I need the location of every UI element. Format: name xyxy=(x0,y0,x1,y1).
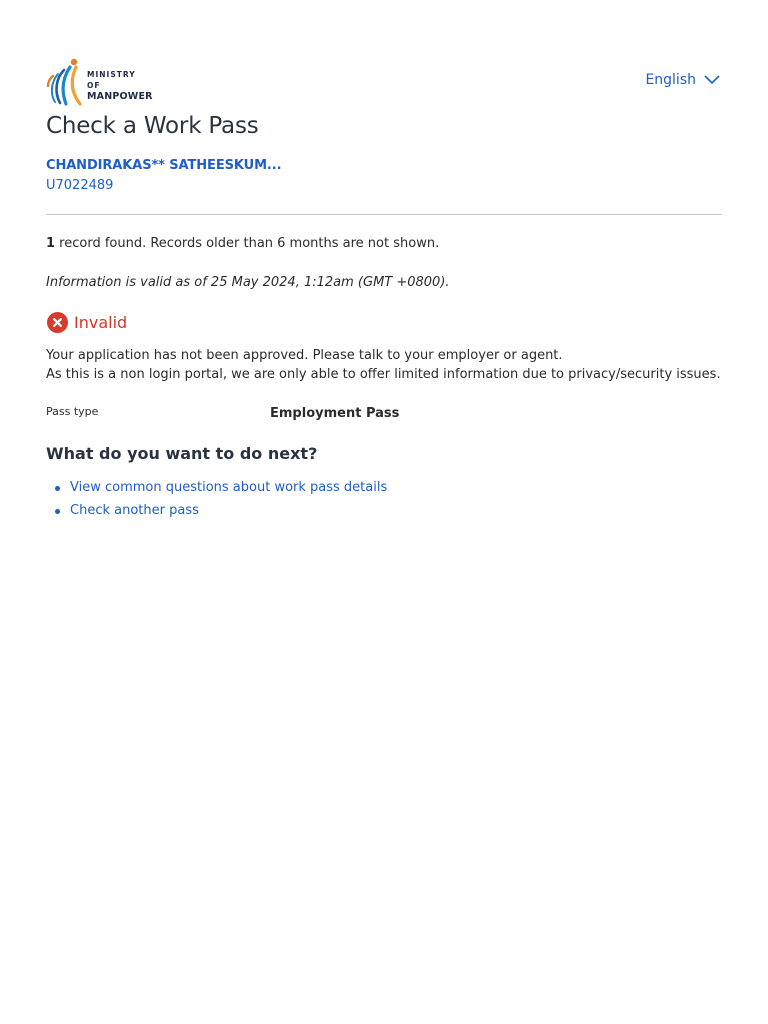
privacy-message: As this is a non login portal, we are only able to offer limited information due to privacy/security issues. xyxy=(46,367,721,382)
top-bar xyxy=(46,58,722,108)
check-another-pass-link[interactable]: Check another pass xyxy=(70,503,199,518)
bullet-icon xyxy=(55,509,60,514)
pass-holder-id: U7022489 xyxy=(46,178,114,193)
language-selector[interactable] xyxy=(645,72,720,88)
faq-link[interactable]: View common questions about work pass details xyxy=(70,480,388,495)
logo-text xyxy=(87,69,153,102)
validity-info: Information is valid as of 25 May 2024, 1:12am (GMT +0800). xyxy=(46,275,450,290)
pass-type-value: Employment Pass xyxy=(270,406,400,421)
records-summary xyxy=(46,236,439,251)
mom-logo-icon xyxy=(46,58,86,106)
status-message: Your application has not been approved. Please talk to your employer or agent. xyxy=(46,348,563,363)
next-steps-heading: What do you want to do next? xyxy=(46,444,318,463)
records-text: record found. Records older than 6 months are not shown. xyxy=(55,236,440,251)
list-item xyxy=(46,478,387,501)
page-header xyxy=(46,58,722,108)
list-item xyxy=(46,501,387,524)
language-label: English xyxy=(645,72,696,88)
chevron-down-icon xyxy=(704,75,720,85)
status-badge xyxy=(47,312,127,333)
next-steps-list xyxy=(46,478,387,524)
bullet-icon xyxy=(55,486,60,491)
close-icon xyxy=(47,312,68,333)
record-count: 1 xyxy=(46,236,56,251)
page-title: Check a Work Pass xyxy=(46,113,259,139)
pass-holder-name: CHANDIRAKAS** SATHEESKUM... xyxy=(46,158,282,173)
status-label: Invalid xyxy=(74,313,128,332)
logo-line1: MINISTRY OF xyxy=(87,70,136,90)
mom-logo[interactable] xyxy=(46,58,152,106)
divider xyxy=(46,214,722,215)
logo-line2: MANPOWER xyxy=(87,91,153,102)
pass-type-label: Pass type xyxy=(46,405,99,418)
